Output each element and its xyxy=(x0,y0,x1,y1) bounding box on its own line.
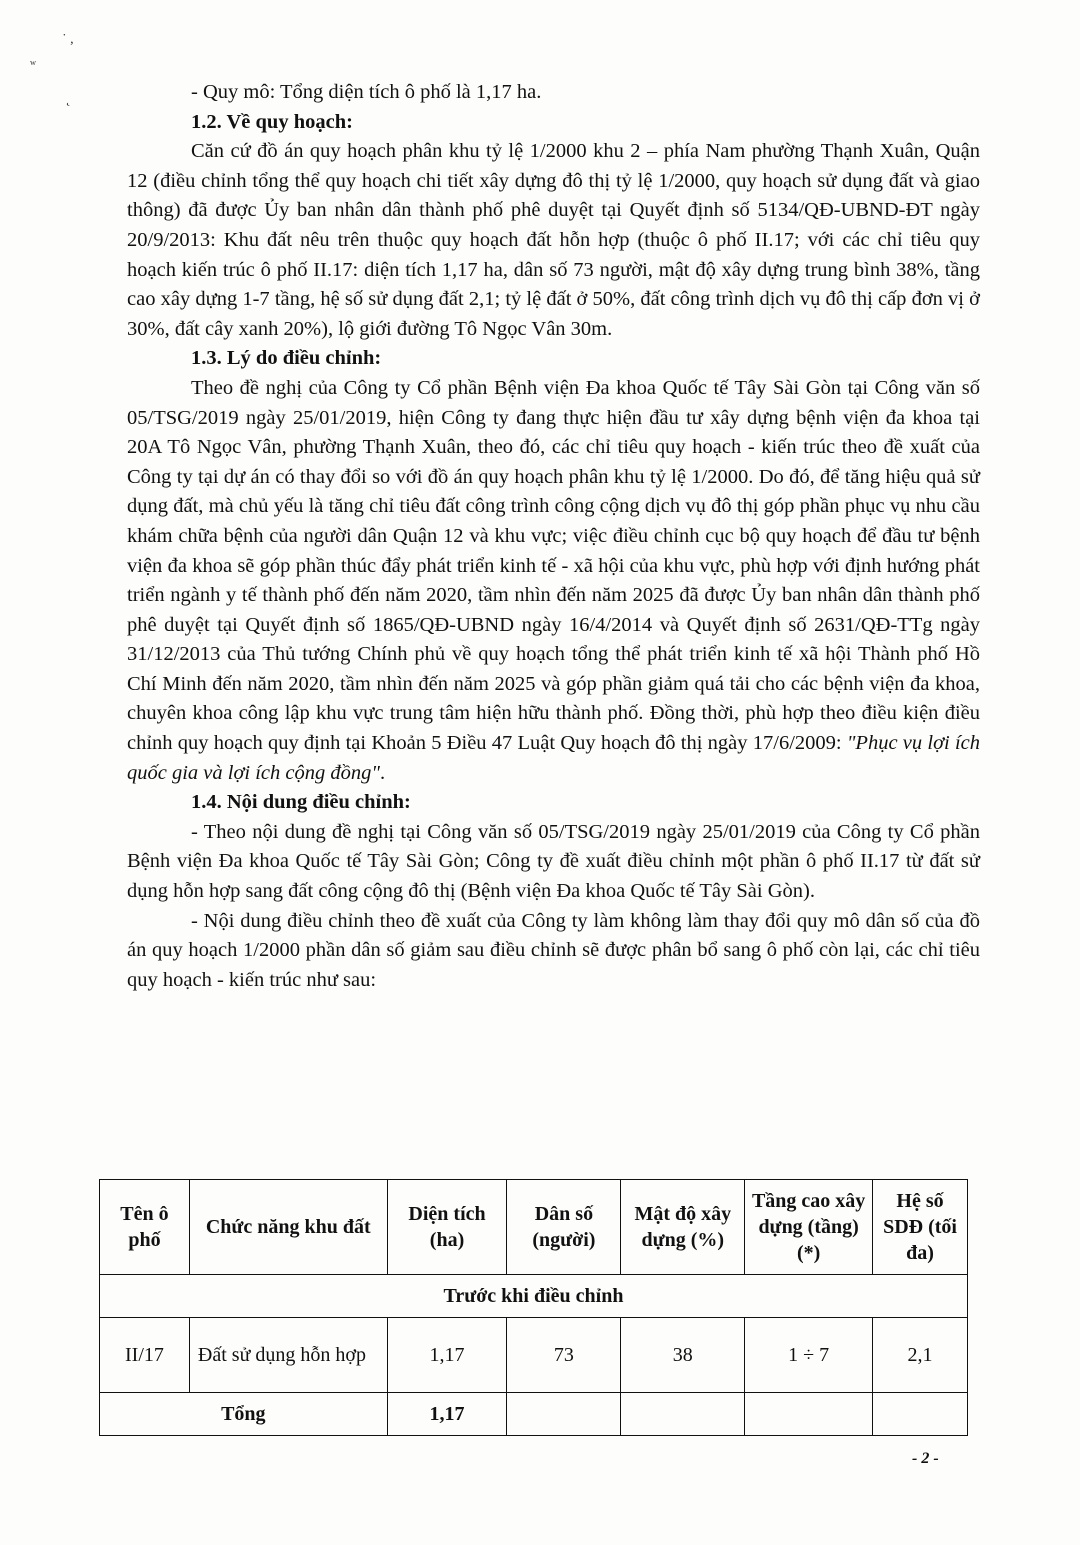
header-floors: Tầng cao xây dựng (tầng) (*) xyxy=(745,1180,873,1275)
table-total-row xyxy=(100,1393,968,1436)
total-label: Tổng xyxy=(100,1393,388,1436)
section-heading-1-3: 1.3. Lý do điều chỉnh: xyxy=(191,347,382,370)
adjustment-paragraph-1: - Theo nội dung đề nghị tại Công văn số 05/TSG/2019 ngày 25/01/2019 của Công ty Cổ phần Bệnh viện Đa khoa Quốc tế Tây Sài Gòn; Công ty đề xuất điều chỉnh một phần ô phố II.17 từ đất sử dụng hỗn hợp sang đất công cộng đô thị (Bệnh viện Đa khoa Quốc tế Tây Sài Gòn). xyxy=(127,820,980,903)
reason-paragraph xyxy=(127,374,980,788)
table-row xyxy=(100,1318,968,1393)
scan-mark: ˛ xyxy=(66,92,71,107)
cell-function: Đất sử dụng hỗn hợp xyxy=(189,1318,387,1393)
scan-mark: ˙ , xyxy=(62,32,74,47)
header-density: Mật độ xây dựng (%) xyxy=(621,1180,745,1275)
table-section-row xyxy=(100,1275,968,1318)
scale-line: - Quy mô: Tổng diện tích ô phố là 1,17 ha. xyxy=(191,81,542,103)
section-heading-1-4: 1.4. Nội dung điều chỉnh: xyxy=(191,791,411,814)
reason-end: . xyxy=(379,761,386,784)
header-population: Dân số (người) xyxy=(507,1180,621,1275)
adjustment-paragraph-2: - Nội dung điều chỉnh theo đề xuất của Công ty làm không làm thay đổi quy mô dân số của đồ án quy hoạch 1/2000 phần dân số giảm sau điều chỉnh sẽ được phân bổ sang ô phố còn lại, các chỉ tiêu quy hoạch - kiến trúc như sau: xyxy=(127,909,980,991)
empty-cell xyxy=(873,1393,968,1436)
cell-population: 73 xyxy=(507,1318,621,1393)
cell-far: 2,1 xyxy=(873,1318,968,1393)
cell-floors: 1 ÷ 7 xyxy=(745,1318,873,1393)
cell-lot: II/17 xyxy=(100,1318,190,1393)
empty-cell xyxy=(621,1393,745,1436)
header-far: Hệ số SDĐ (tối đa) xyxy=(873,1180,968,1275)
table-header-row xyxy=(100,1180,968,1275)
total-area: 1,17 xyxy=(387,1393,507,1436)
cell-density: 38 xyxy=(621,1318,745,1393)
page-number: - 2 - xyxy=(912,1450,939,1467)
reason-text: Theo đề nghị của Công ty Cổ phần Bệnh viện Đa khoa Quốc tế Tây Sài Gòn tại Công văn số 05/TSG/2019 ngày 25/01/2019, hiện Công ty đang thực hiện đầu tư xây dựng bệnh viện đa khoa tại 20A Tô Ngọc Vân, phường Thạnh Xuân, theo đó, các chỉ tiêu quy hoạch - kiến trúc theo đề xuất của Công ty tại dự án có thay đổi so với đồ án quy hoạch phân khu tỷ lệ 1/2000. Do đó, để tăng hiệu quả sử dụng đất, mà chủ yếu là tăng chỉ tiêu đất công trình công cộng dịch vụ đô thị góp phần phục vụ nhu cầu khám chữa bệnh của người dân Quận 12 và khu vực; việc điều chỉnh cục bộ quy hoạch để đầu tư bệnh viện đa khoa sẽ góp phần thúc đẩy phát triển kinh tế - xã hội của khu vực, phù hợp với định hướng phát triển ngành y tế thành phố đến năm 2020, tầm nhìn đến năm 2025 đã được Ủy ban nhân dân thành phố phê duyệt tại Quyết định số 1865/QĐ-UBND ngày 16/4/2014 và Quyết định số 2631/QĐ-TTg ngày 31/12/2013 của Thủ tướng Chính phủ về quy hoạch tổng thể phát triển kinh tế xã hội Thành phố Hồ Chí Minh đến năm 2020, tầm nhìn đến năm 2025 và góp phần giảm quá tải cho các bệnh viện đa khoa, chuyên khoa công lập khu vực trung tâm hiện hữu thành phố. Đồng thời, phù hợp theo điều kiện điều chỉnh quy hoạch quy định tại Khoản 5 Điều 47 Luật Quy hoạch đô thị ngày 17/6/2009: xyxy=(127,376,980,755)
empty-cell xyxy=(507,1393,621,1436)
planning-paragraph: Căn cứ đồ án quy hoạch phân khu tỷ lệ 1/2000 khu 2 – phía Nam phường Thạnh Xuân, Quận 12 (điều chỉnh tổng thể quy hoạch chi tiết xây dựng đô thị tỷ lệ 1/2000, quy hoạch sử dụng đất và giao thông) đã được Ủy ban nhân dân thành phố phê duyệt tại Quyết định số 5134/QĐ-UBND-ĐT ngày 20/9/2013: Khu đất nêu trên thuộc quy hoạch đất hỗn hợp (thuộc ô phố II.17; với các chỉ tiêu quy hoạch kiến trúc ô phố II.17: diện tích 1,17 ha, dân số 73 người, mật độ xây dựng trung bình 38%, tầng cao xây dựng 1-7 tầng, hệ số sử dụng đất 2,1; tỷ lệ đất ở 50%, đất công trình dịch vụ đô thị cấp đơn vị ở 30%, đất cây xanh 20%), lộ giới đường Tô Ngọc Vân 30m. xyxy=(127,140,980,340)
header-lot: Tên ô phố xyxy=(100,1180,190,1275)
scan-mark: ʷ xyxy=(30,58,36,73)
document-body xyxy=(127,78,980,995)
header-function: Chức năng khu đất xyxy=(189,1180,387,1275)
section-label: Trước khi điều chỉnh xyxy=(100,1275,968,1318)
header-area: Diện tích (ha) xyxy=(387,1180,507,1275)
planning-indicators-table xyxy=(99,1179,968,1436)
cell-area: 1,17 xyxy=(387,1318,507,1393)
reason-quote: "Phục vụ lợi ích quốc gia và lợi ích cộng đồng" xyxy=(127,732,980,784)
empty-cell xyxy=(745,1393,873,1436)
section-heading-1-2: 1.2. Về quy hoạch: xyxy=(191,110,353,133)
